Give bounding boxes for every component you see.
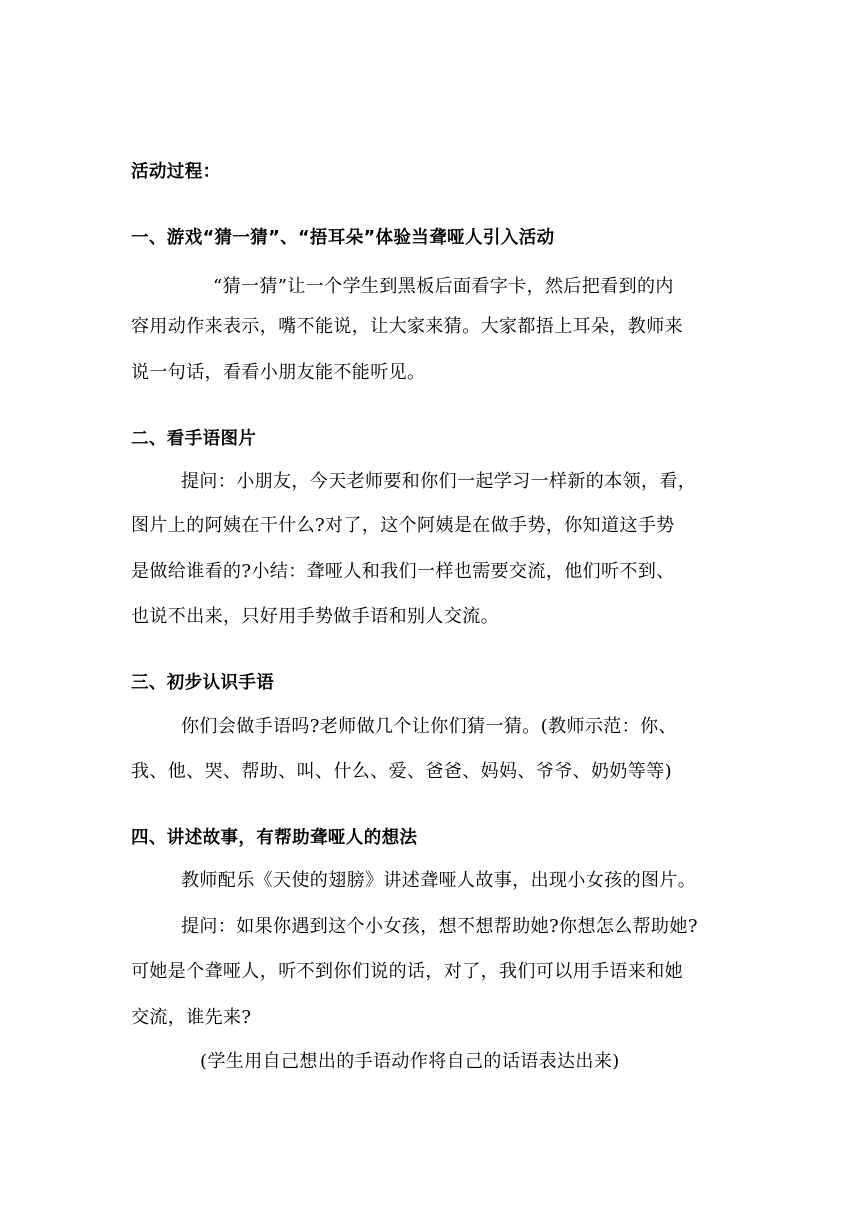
section-4-paragraph-line: 提问：如果你遇到这个小女孩，想不想帮助她?你想怎么帮助她?: [181, 916, 698, 937]
section-1-paragraph-line: “猜一猜”让一个学生到黑板后面看字卡，然后把看到的内: [213, 276, 674, 297]
section-1-paragraph-line: 说一句话，看看小朋友能不能听见。: [131, 362, 426, 383]
section-1-heading: 一、游戏“猜一猜”、“捂耳朵”体验当聋哑人引入活动: [131, 228, 555, 248]
section-3-heading: 三、初步认识手语: [131, 673, 275, 693]
section-2-paragraph-line: 图片上的阿姨在干什么?对了，这个阿姨是在做手势，你知道这手势: [131, 515, 675, 536]
section-2-paragraph-line: 提问：小朋友，今天老师要和你们一起学习一样新的本领，看，: [181, 471, 697, 492]
section-2-paragraph-line: 也说不出来，只好用手势做手语和别人交流。: [131, 606, 499, 627]
document-title: 活动过程：: [131, 162, 221, 182]
section-4-paragraph-line: 可她是个聋哑人，听不到你们说的话，对了，我们可以用手语来和她: [131, 961, 683, 982]
section-4-paragraph-line: (学生用自己想出的手语动作将自己的话语表达出来): [200, 1051, 620, 1072]
section-2-paragraph-line: 是做给谁看的?小结：聋哑人和我们一样也需要交流，他们听不到、: [131, 561, 675, 582]
section-3-paragraph-line: 我、他、哭、帮助、叫、什么、爱、爸爸、妈妈、爷爷、奶奶等等): [131, 761, 673, 782]
section-4-paragraph-line: 交流，谁先来?: [131, 1007, 252, 1028]
section-4-paragraph-line: 教师配乐《天使的翅膀》讲述聋哑人故事，出现小女孩的图片。: [181, 870, 697, 891]
section-4-heading: 四、讲述故事，有帮助聋哑人的想法: [131, 828, 418, 848]
section-3-paragraph-line: 你们会做手语吗?老师做几个让你们猜一猜。(教师示范：你、: [181, 716, 677, 737]
section-1-paragraph-line: 容用动作来表示，嘴不能说，让大家来猜。大家都捂上耳朵，教师来: [131, 316, 683, 337]
section-2-heading: 二、看手语图片: [131, 429, 257, 449]
